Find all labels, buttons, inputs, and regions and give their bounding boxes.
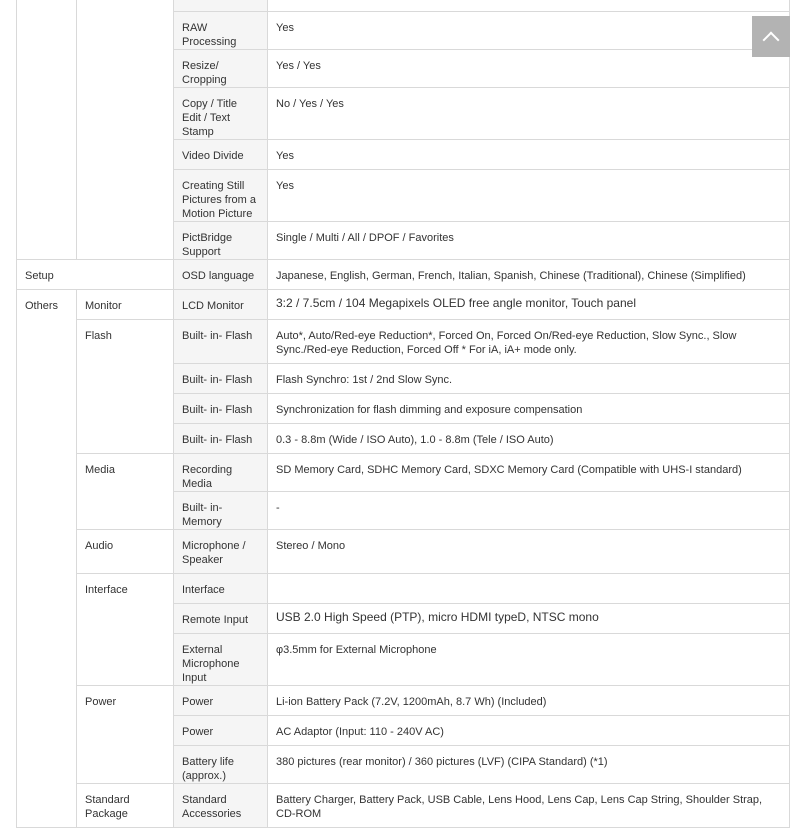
table-row bbox=[17, 686, 790, 716]
spec-value: USB 2.0 High Speed (PTP), micro HDMI typeD, NTSC mono bbox=[268, 604, 790, 634]
spec-label: Built- in- Flash bbox=[174, 320, 268, 364]
subcategory-cell: Audio bbox=[77, 530, 174, 574]
spec-label: PictBridge Support bbox=[174, 222, 268, 260]
subcategory-cell: Interface bbox=[77, 574, 174, 686]
spec-label: Battery life (approx.) bbox=[174, 746, 268, 784]
spec-label: Resize/ Cropping bbox=[174, 50, 268, 88]
chevron-up-icon bbox=[763, 31, 780, 48]
spec-label: Interface bbox=[174, 574, 268, 604]
table-row bbox=[17, 454, 790, 492]
spec-label: Built- in- Flash bbox=[174, 394, 268, 424]
spec-label: Built- in- Flash bbox=[174, 424, 268, 454]
table-row bbox=[17, 784, 790, 828]
subcategory-cell: Power bbox=[77, 686, 174, 784]
table-row bbox=[17, 0, 790, 12]
spec-label: Recording Media bbox=[174, 454, 268, 492]
spec-value: Flash Synchro: 1st / 2nd Slow Sync. bbox=[268, 364, 790, 394]
spec-label: Power bbox=[174, 686, 268, 716]
spec-table bbox=[16, 0, 790, 828]
spec-value: No / Yes / Yes bbox=[268, 88, 790, 140]
spec-value: AC Adaptor (Input: 110 - 240V AC) bbox=[268, 716, 790, 746]
spec-label: External Microphone Input bbox=[174, 634, 268, 686]
spec-value: Battery Charger, Battery Pack, USB Cable, Lens Hood, Lens Cap, Lens Cap String, Shoulder Strap, CD-ROM bbox=[268, 784, 790, 828]
category-cell bbox=[17, 0, 77, 260]
spec-label bbox=[174, 0, 268, 12]
table-row bbox=[17, 290, 790, 320]
table-row bbox=[17, 320, 790, 364]
spec-value: 3:2 / 7.5cm / 104 Megapixels OLED free angle monitor, Touch panel bbox=[268, 290, 790, 320]
spec-label: Standard Accessories bbox=[174, 784, 268, 828]
spec-value: Yes bbox=[268, 12, 790, 50]
spec-label: Power bbox=[174, 716, 268, 746]
spec-label: Creating Still Pictures from a Motion Picture bbox=[174, 170, 268, 222]
subcategory-cell: Monitor bbox=[77, 290, 174, 320]
scroll-to-top-button[interactable] bbox=[752, 16, 790, 57]
spec-value bbox=[268, 574, 790, 604]
spec-label: LCD Monitor bbox=[174, 290, 268, 320]
table-row bbox=[17, 574, 790, 604]
table-row bbox=[17, 530, 790, 574]
spec-label: Video Divide bbox=[174, 140, 268, 170]
subcategory-cell: Standard Package bbox=[77, 784, 174, 828]
spec-label: Built- in- Memory bbox=[174, 492, 268, 530]
subcategory-cell bbox=[77, 0, 174, 260]
table-row bbox=[17, 260, 790, 290]
spec-label: Copy / Title Edit / Text Stamp bbox=[174, 88, 268, 140]
spec-value: Single / Multi / All / DPOF / Favorites bbox=[268, 222, 790, 260]
spec-value: Yes bbox=[268, 170, 790, 222]
spec-label: Microphone / Speaker bbox=[174, 530, 268, 574]
spec-value: SD Memory Card, SDHC Memory Card, SDXC Memory Card (Compatible with UHS-I standard) bbox=[268, 454, 790, 492]
category-cell: Others bbox=[17, 290, 77, 828]
spec-value: - bbox=[268, 492, 790, 530]
subcategory-cell: Flash bbox=[77, 320, 174, 454]
spec-value: Synchronization for flash dimming and exposure compensation bbox=[268, 394, 790, 424]
spec-value bbox=[268, 0, 790, 12]
spec-label: Remote Input bbox=[174, 604, 268, 634]
spec-value: Japanese, English, German, French, Italian, Spanish, Chinese (Traditional), Chinese (Simplified) bbox=[268, 260, 790, 290]
subcategory-cell: Media bbox=[77, 454, 174, 530]
category-cell: Setup bbox=[17, 260, 174, 290]
spec-value: φ3.5mm for External Microphone bbox=[268, 634, 790, 686]
spec-value: Yes bbox=[268, 140, 790, 170]
spec-label: RAW Processing bbox=[174, 12, 268, 50]
spec-label: OSD language bbox=[174, 260, 268, 290]
spec-value: 380 pictures (rear monitor) / 360 pictures (LVF) (CIPA Standard) (*1) bbox=[268, 746, 790, 784]
spec-label: Built- in- Flash bbox=[174, 364, 268, 394]
spec-value: Li-ion Battery Pack (7.2V, 1200mAh, 8.7 Wh) (Included) bbox=[268, 686, 790, 716]
spec-value: Auto*, Auto/Red-eye Reduction*, Forced On, Forced On/Red-eye Reduction, Slow Sync., Slow Sync./Red-eye Reduction, Forced Off * For iA, iA+ mode only. bbox=[268, 320, 790, 364]
spec-value: Yes / Yes bbox=[268, 50, 790, 88]
spec-value: Stereo / Mono bbox=[268, 530, 790, 574]
spec-value: 0.3 - 8.8m (Wide / ISO Auto), 1.0 - 8.8m (Tele / ISO Auto) bbox=[268, 424, 790, 454]
